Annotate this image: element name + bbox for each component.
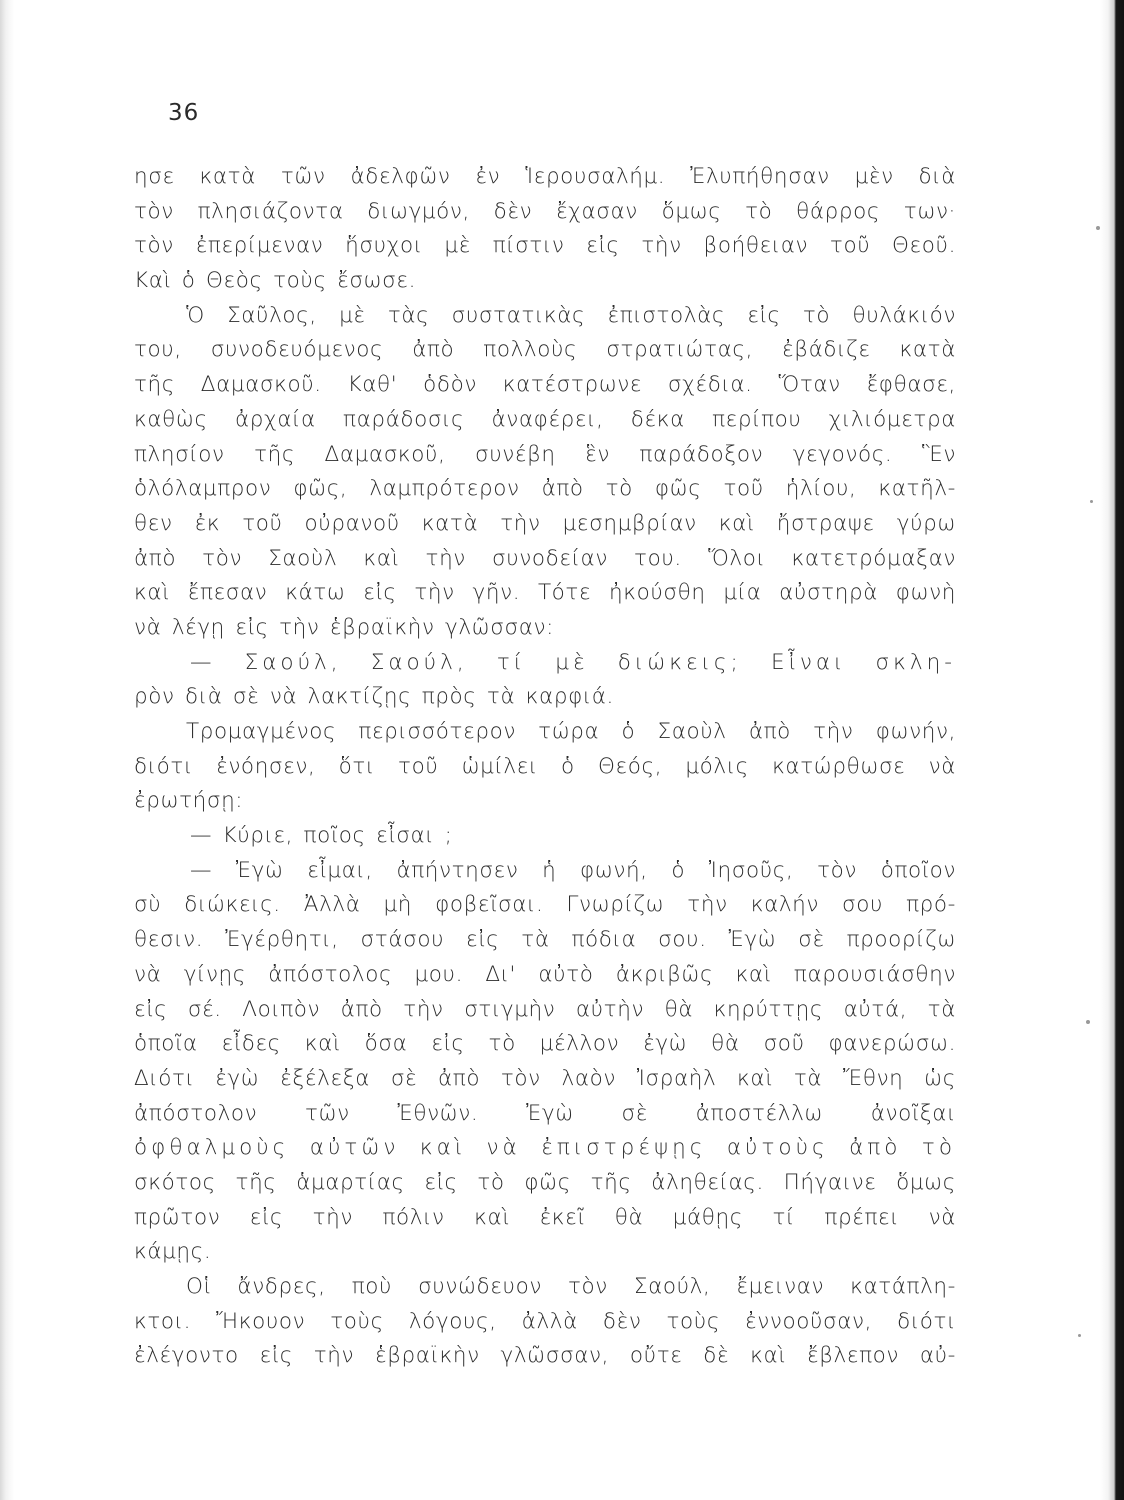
text-line: εἰς σέ. Λοιπὸν ἀπὸ τὴν στιγμὴν αὐτὴν θὰ κηρύττῃς αὐτά, τὰ [134, 996, 956, 1022]
text-line: κτοι. Ἤκουον τοὺς λόγους, ἀλλὰ δὲν τοὺς ἐννοοῦσαν, διότι [134, 1308, 956, 1334]
text-line: ἐλέγοντο εἰς τὴν ἑβραϊκὴν γλῶσσαν, οὔτε δὲ καὶ ἔβλεπον αὐ- [134, 1343, 956, 1369]
text-line: καὶ ἔπεσαν κάτω εἰς τὴν γῆν. Τότε ἠκούσθη μία αὐστηρὰ φωνὴ [134, 580, 956, 606]
text-line: θεν ἐκ τοῦ οὐρανοῦ κατὰ τὴν μεσημβρίαν καὶ ἤστραψε γύρω [134, 510, 956, 536]
scan-speck [1086, 1020, 1090, 1024]
text-line: ἐρωτήσῃ: [134, 788, 244, 814]
text-line: — Ἐγὼ εἶμαι, ἀπήντησεν ἡ φωνή, ὁ Ἰησοῦς, τὸν ὁποῖον [190, 857, 956, 883]
text-line: σκότος τῆς ἁμαρτίας εἰς τὸ φῶς τῆς ἀληθείας. Πήγαινε ὅμως [134, 1169, 956, 1195]
text-line: — Κύριε, ποῖος εἶσαι ; [190, 823, 453, 849]
text-line: Διότι ἐγὼ ἐξέλεξα σὲ ἀπὸ τὸν λαὸν Ἰσραὴλ καὶ τὰ Ἔθνη ὡς [134, 1065, 956, 1091]
text-line: ησε κατὰ τῶν ἀδελφῶν ἐν Ἱερουσαλήμ. Ἐλυπήθησαν μὲν διὰ [134, 164, 956, 189]
text-line: σὺ διώκεις. Ἀλλὰ μὴ φοβεῖσαι. Γνωρίζω τὴν καλήν σου πρό- [134, 892, 956, 918]
text-line: Οἱ ἄνδρες, ποὺ συνώδευον τὸν Σαούλ, ἔμειναν κατάπλη- [186, 1274, 956, 1299]
text-line: ρὸν διὰ σὲ νὰ λακτίζῃς πρὸς τὰ καρφιά. [134, 684, 614, 710]
text-line: νὰ γίνῃς ἀπόστολος μου. Δι' αὐτὸ ἀκριβῶς καὶ παρουσιάσθην [134, 961, 956, 987]
text-line: Ὁ Σαῦλος, μὲ τὰς συστατικὰς ἐπιστολὰς εἰς τὸ θυλάκιόν [186, 302, 956, 328]
text-line: Καὶ ὁ Θεὸς τοὺς ἔσωσε. [134, 268, 417, 294]
text-line: ὀφθαλμοὺς αὐτῶν καὶ νὰ ἐπιστρέψῃς αὐτοὺς ἀπὸ τὸ [134, 1135, 956, 1161]
text-line: θεσιν. Ἐγέρθητι, στάσου εἰς τὰ πόδια σου. Ἐγὼ σὲ προορίζω [134, 927, 956, 953]
scan-speck [1096, 226, 1100, 230]
text-line: ἀπόστολον τῶν Ἐθνῶν. Ἐγὼ σὲ ἀποστέλλω ἀνοῖξαι [134, 1100, 956, 1126]
body-text [134, 160, 956, 1374]
text-line: κάμῃς. [134, 1239, 212, 1265]
text-line: τὸν πλησιάζοντα διωγμόν, δὲν ἔχασαν ὅμως τὸ θάρρος των· [134, 198, 956, 224]
text-line: του, συνοδευόμενος ἀπὸ πολλοὺς στρατιώτας, ἐβάδιζε κατὰ [134, 337, 956, 363]
text-line: — Σαούλ, Σαούλ, τί μὲ διώκεις; Εἶναι σκλη- [190, 649, 956, 675]
text-line: πλησίον τῆς Δαμασκοῦ, συνέβη ἓν παράδοξον γεγονός. Ἓν [134, 441, 956, 467]
text-line: νὰ λέγῃ εἰς τὴν ἑβραϊκὴν γλῶσσαν: [134, 614, 554, 640]
scan-speck [1090, 500, 1093, 503]
text-line: ἀπὸ τὸν Σαοὺλ καὶ τὴν συνοδείαν του. Ὅλοι κατετρόμαξαν [134, 545, 956, 571]
text-line: ὁλόλαμπρον φῶς, λαμπρότερον ἀπὸ τὸ φῶς τοῦ ἡλίου, κατῆλ- [134, 476, 956, 502]
text-line: καθὼς ἀρχαία παράδοσις ἀναφέρει, δέκα περίπου χιλιόμετρα [134, 406, 956, 432]
text-line: τῆς Δαμασκοῦ. Καθ' ὁδὸν κατέστρωνε σχέδια. Ὅταν ἔφθασε, [134, 372, 956, 398]
text-line: διότι ἐνόησεν, ὅτι τοῦ ὡμίλει ὁ Θεός, μόλις κατώρθωσε νὰ [134, 753, 956, 779]
page-number: 36 [168, 100, 200, 126]
text-line: τὸν ἐπερίμεναν ἥσυχοι μὲ πίστιν εἰς τὴν βοήθειαν τοῦ Θεοῦ. [134, 233, 956, 259]
text-line: Τρομαγμένος περισσότερον τώρα ὁ Σαοὺλ ἀπὸ τὴν φωνήν, [186, 719, 956, 744]
scan-speck [1078, 1334, 1081, 1337]
text-line: πρῶτον εἰς τὴν πόλιν καὶ ἐκεῖ θὰ μάθῃς τί πρέπει νὰ [134, 1204, 956, 1230]
text-line: ὁποῖα εἶδες καὶ ὅσα εἰς τὸ μέλλον ἐγὼ θὰ σοῦ φανερώσω. [134, 1031, 956, 1057]
